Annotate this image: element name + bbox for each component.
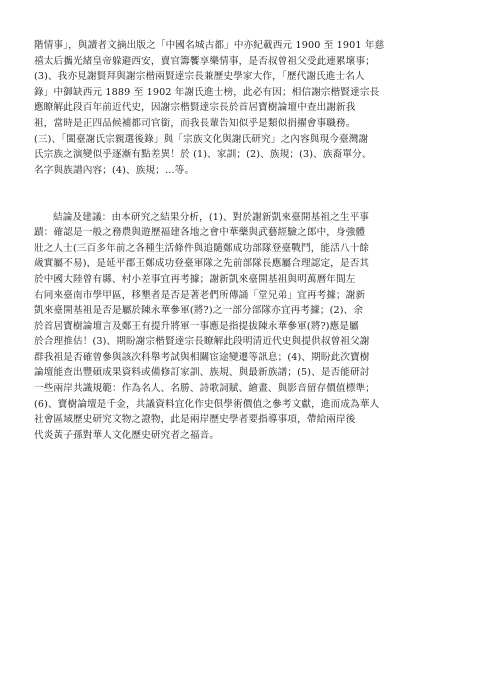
text-line: 錄」中御缺西元 1889 至 1902 年謝氏進士榜，此必有因；相信謝宗楷賢達宗長 [34,86,380,98]
text-line: 階情事」，與讀者文摘出版之「中國名城古都」中亦紀載西元 1900 至 1901 年慈 [34,40,385,51]
text-line: 禧太后攜光緒皇帝躲避西安，賣官籌饗享樂情事，是否叔曾祖父受此連累壞事； [34,55,376,67]
text-line: 於合理推估！(3)、期盼謝宗楷賢達宗長瞭解此段明清近代史與提供叔曾祖父謝 [34,336,370,348]
text-line: 名字與族譜內容；(4)、族規；…等。 [34,164,195,176]
text-line: 代炎黃子孫對華人文化歷史研究者之福音。 [34,429,220,441]
text-line: 於首居寶樹論壇言及鄭王有提升將軍一事應是指提拔陳永華參軍(將?)應是屬 [34,320,359,332]
text-line: 結論及建議：由本研究之結果分析，(1)、對於謝新凱來臺開基祖之生平事 [53,211,370,223]
text-line: 蹟：確認是一般之務農與遊歷福建各地之會中華藥與武藝經驗之郎中，身強體 [34,227,366,239]
text-line: (6)、寶樹論壇是千金，共議資料宜化作史俱學術價值之參考文獻，進而成為華人 [34,398,380,410]
paragraph-gap [34,194,464,210]
text-line: 壯之人士(三百多年前之各種生活條件與追隨鄭成功部隊登臺戰鬥，能活八十餘 [34,242,370,254]
text-line: 社會區域歷史研究文物之證物，此是兩岸歷史學者要指導事項，帶給兩岸後 [34,414,356,426]
text-line: 於中國大陸曾有縣、村小差事宜再考據；謝新凱來臺開基祖與明萬曆年間左 [34,273,356,285]
text-line: 右同來臺南市學甲區，移墾者是否是著老們所傳誦「堂兄弟」宜再考據；謝新 [34,289,366,301]
text-line: 氏宗族之演變似乎逐漸有點差異！於 (1)、家訓；(2)、族規；(3)、族裔單分、 [34,149,372,161]
text-line: 凱來臺開基祖是否是屬於陳永華參軍(將?)之一部分部隊亦宜再考據；(2)、余 [34,305,364,317]
text-line: 論壇能查出豐碩成果資料或備修訂家訓、族規、與最新族譜；(5)、是否能研討 [34,367,370,379]
text-line: 群我祖是否確曾參與該次科舉考試與相關宦途變遷等訊息；(4)、期盼此次寶樹 [34,351,370,363]
text-line: 祖，當時是正四品候補都司官銜，而我長輩告知似乎是類似捐擢會事職務。 [34,117,356,129]
text-line: (3)、我亦見謝賢拜與謝宗楷兩賢達宗長兼歷史學家大作，「歷代謝氏進士名人 [34,71,365,83]
text-line: 歲實屬不易)，是延平郡王鄭成功登臺軍隊之先前部隊長應屬合理認定，是否其 [34,258,370,270]
body-text [34,38,464,443]
text-line: 應瞭解此段百年前近代史，因謝宗楷賢達宗長於首居寶樹論壇中查出謝新我 [34,102,356,114]
paragraph-gap [34,178,464,194]
text-line: (三)、「閩臺謝氏宗親選後錄」與「宗族文化與謝氏研究」之內容與現今臺灣謝 [34,133,369,145]
text-line: 一些兩岸共識規範：作為名人、名勝、詩歌詞賦、繪畫、與影音留存價值標準； [34,383,376,395]
